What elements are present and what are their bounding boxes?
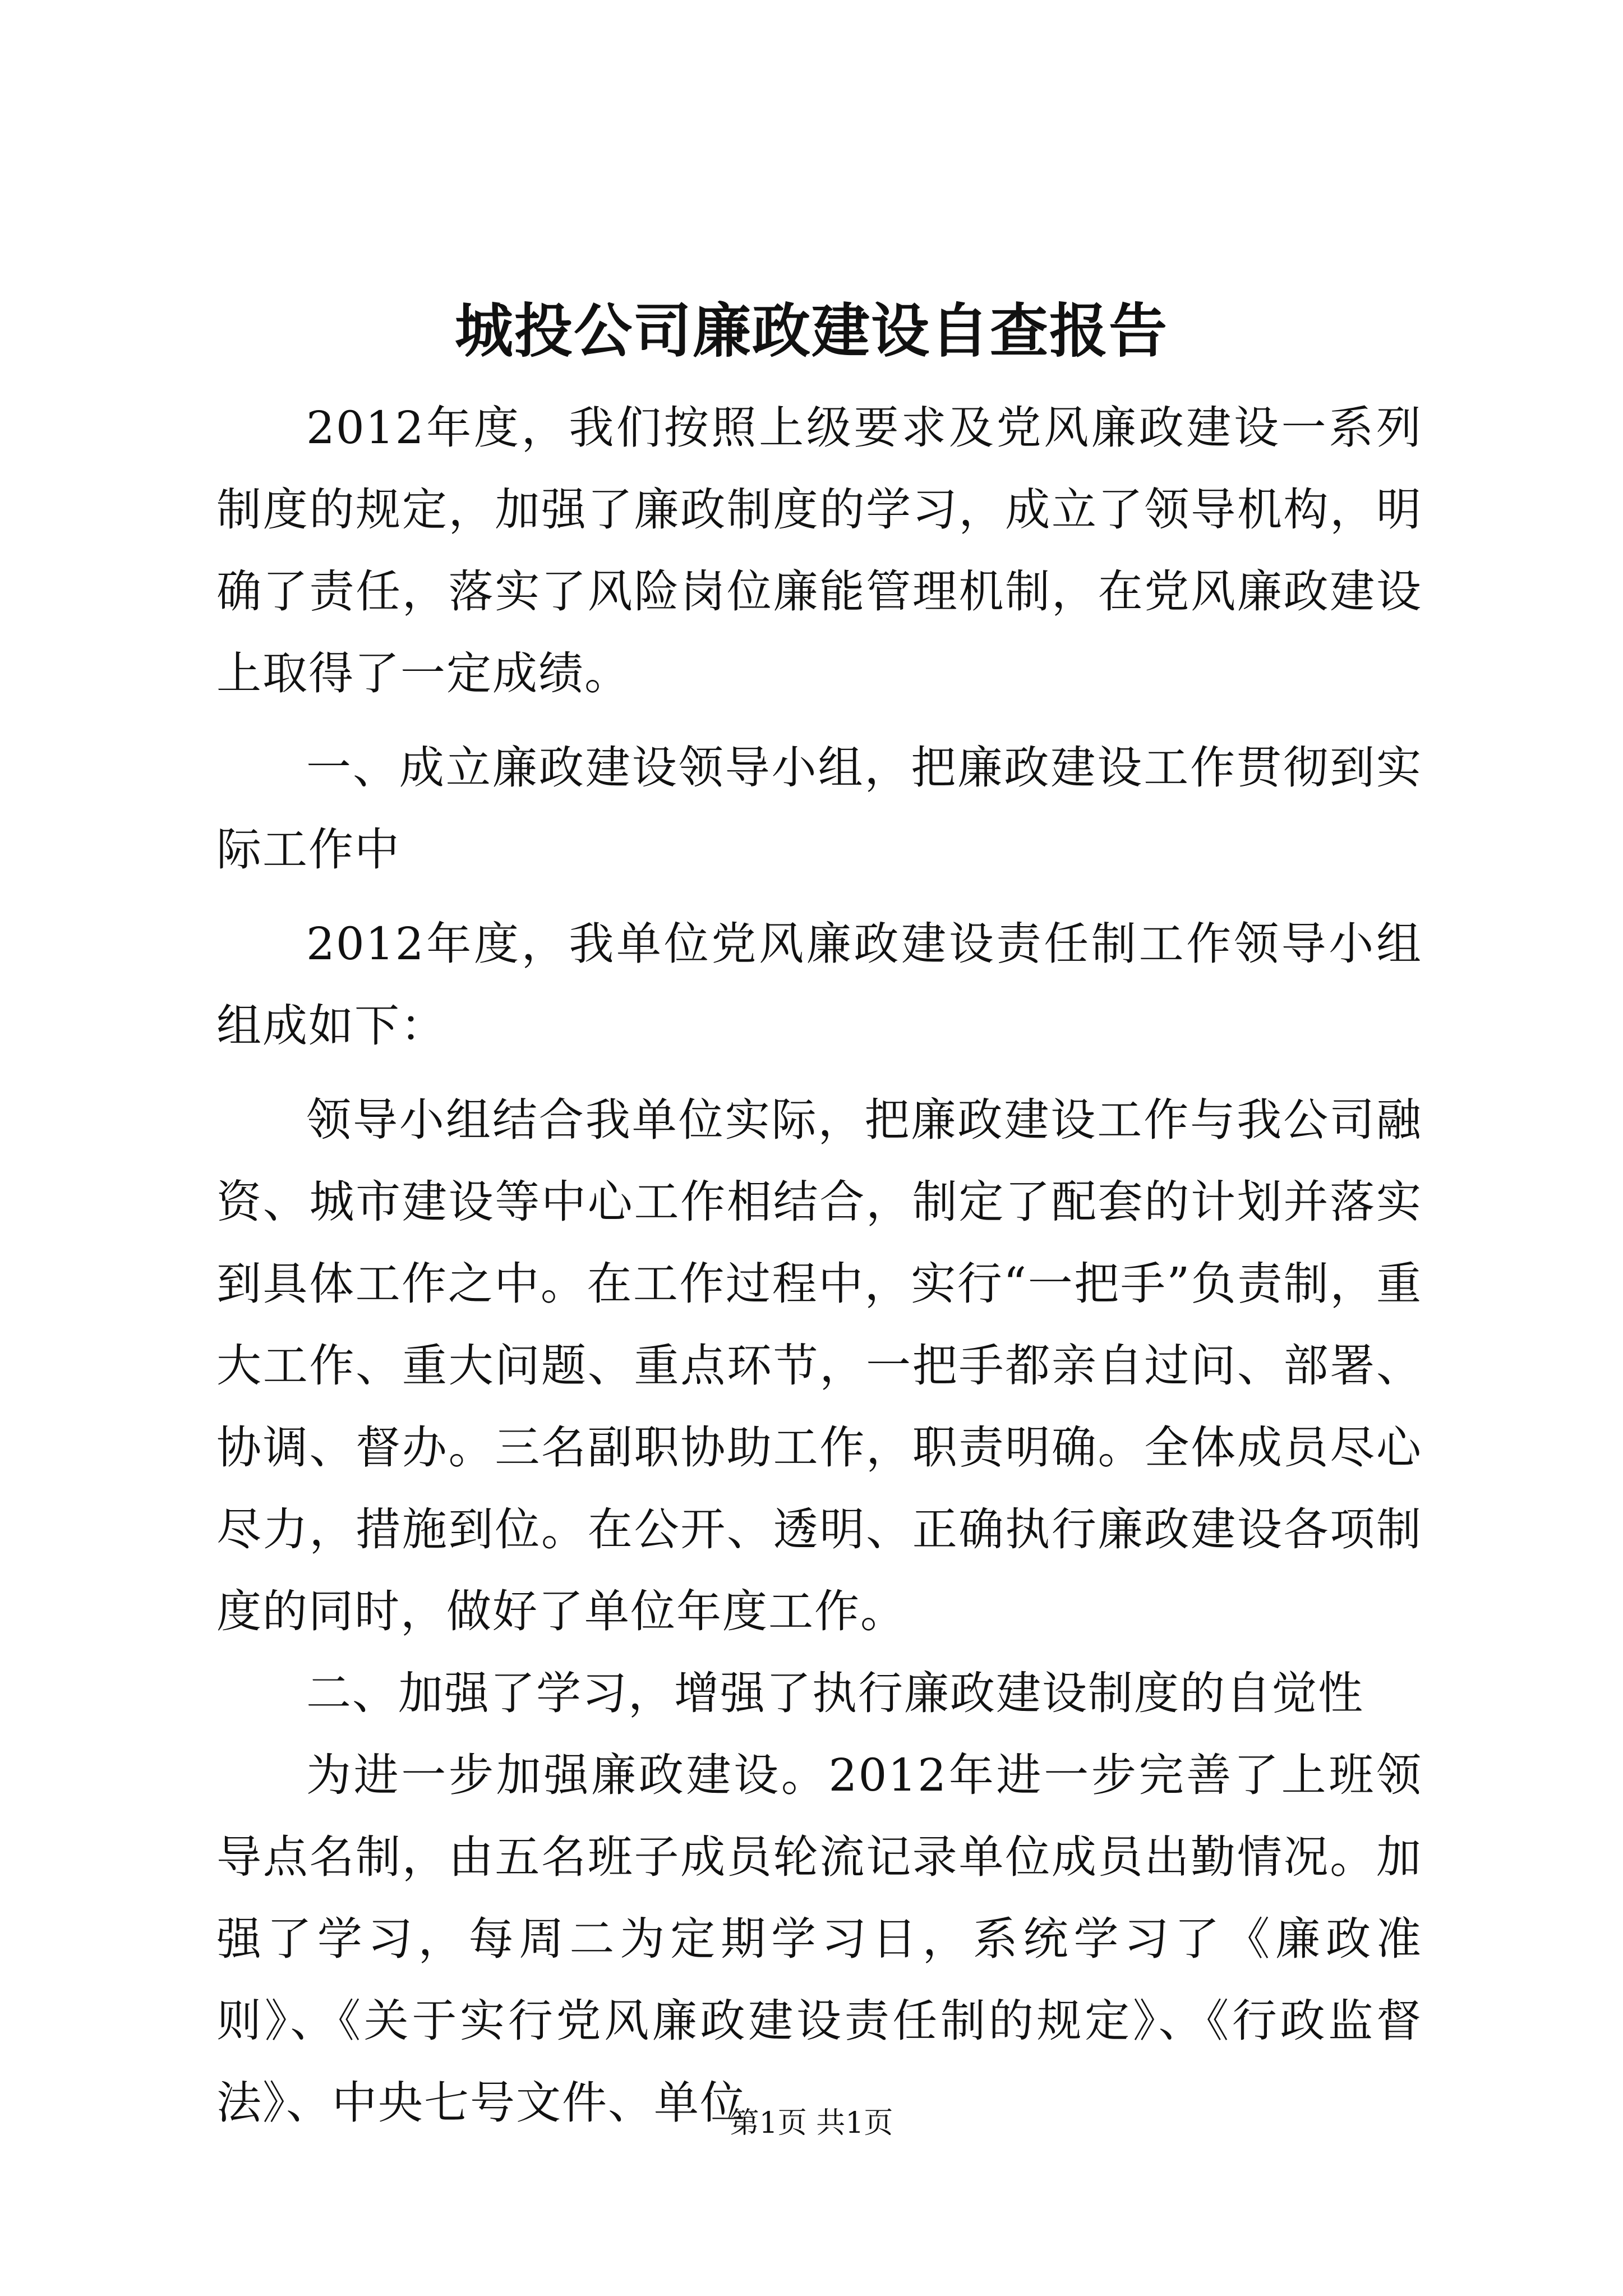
page-footer: 第1页 共1页	[730, 2106, 893, 2140]
section-heading-1: 一、成立廉政建设领导小组，把廉政建设工作贯彻到实际工作中	[216, 742, 1422, 876]
paragraph-study: 为进一步加强廉政建设。2012年进一步完善了上班领导点名制，由五名班子成员轮流记录单位成员出勤情况。加强了学习，每周二为定期学习日，系统学习了《廉政准则》、《关于实行党风廉政建设责任制的规定》、《行政监督法》、中央七号文件、单位	[216, 1749, 1422, 2129]
paragraph-intro: 2012年度，我们按照上级要求及党风廉政建设一系列制度的规定，加强了廉政制度的学习，成立了领导机构，明确了责任，落实了风险岗位廉能管理机制，在党风廉政建设上取得了一定成绩。	[216, 402, 1422, 700]
document-title: 城投公司廉政建设自查报告	[454, 296, 1168, 365]
paragraph-leadership-group: 2012年度，我单位党风廉政建设责任制工作领导小组组成如下：	[216, 918, 1422, 1052]
section-heading-2: 二、加强了学习，增强了执行廉政建设制度的自觉性	[306, 1667, 1364, 1719]
document-body	[216, 387, 1422, 2144]
paragraph-leadership-work: 领导小组结合我单位实际，把廉政建设工作与我公司融资、城市建设等中心工作相结合，制定了配套的计划并落实到具体工作之中。在工作过程中，实行“一把手”负责制，重大工作、重大问题、重点环节，一把手都亲自过问、部署、协调、督办。三名副职协助工作，职责明确。全体成员尽心尽力，措施到位。在公开、透明、正确执行廉政建设各项制度的同时，做好了单位年度工作。	[216, 1094, 1422, 1637]
